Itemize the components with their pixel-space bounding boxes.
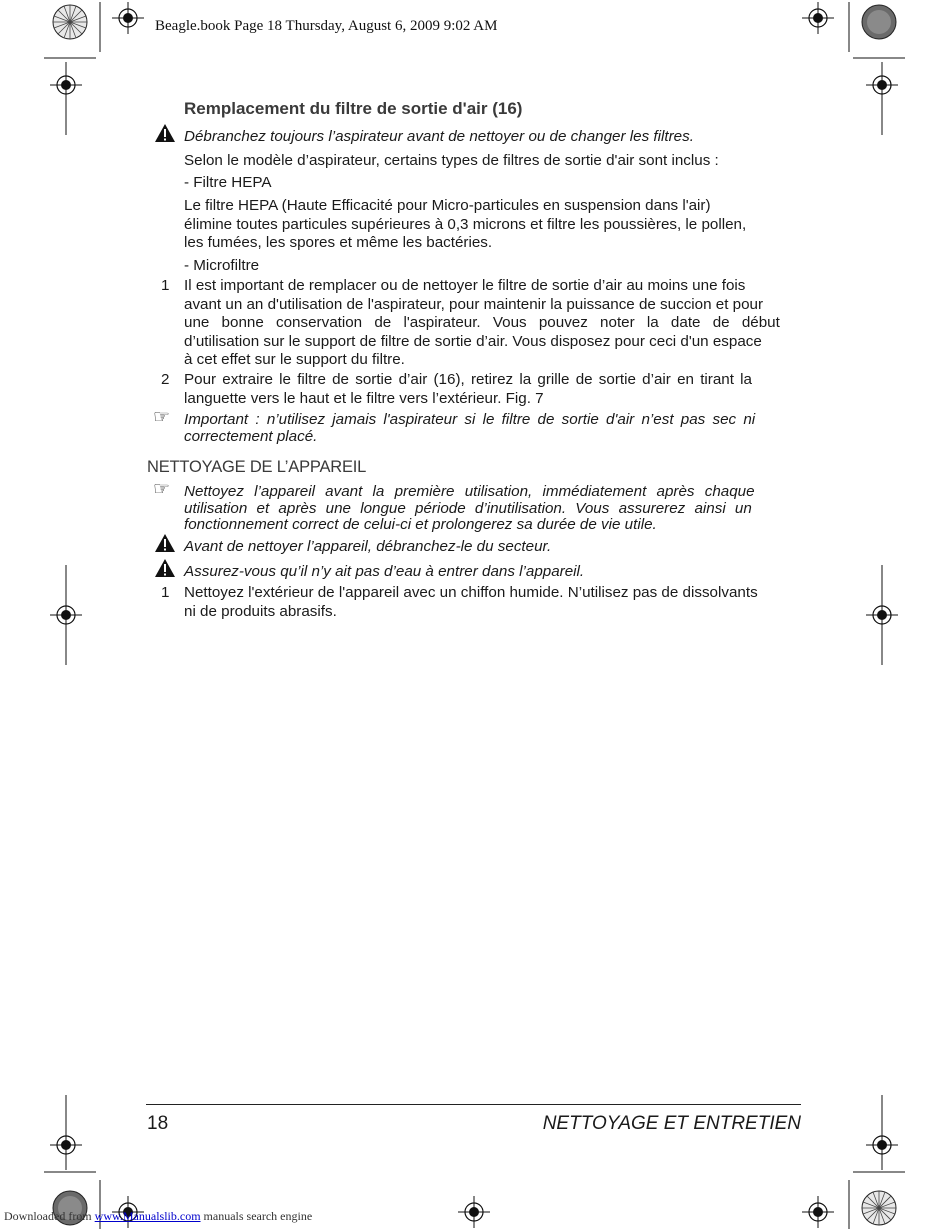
- cleaning-note-line: fonctionnement correct de celui-ci et prolongerez sa durée de vie utile.: [184, 516, 657, 533]
- manualslib-link[interactable]: www.Manualslib.com: [94, 1209, 201, 1223]
- bottom-right-sunburst-icon: [862, 1191, 896, 1225]
- hepa-line: Le filtre HEPA (Haute Efficacité pour Micro-particules en suspension dans l'air): [184, 197, 711, 214]
- warning-triangle-icon: [154, 123, 176, 143]
- download-note: [4, 1209, 312, 1224]
- cleaning-note-line: Nettoyez l’appareil avant la première utilisation, immédiatement après chaque: [184, 483, 755, 500]
- warning-unplug: Avant de nettoyer l’appareil, débranchez-le du secteur.: [184, 538, 552, 555]
- cleaning-note-line: utilisation et après une longue période d’inutilisation. Vous assurerez ainsi un: [184, 499, 752, 517]
- cleaning-step-line: ni de produits abrasifs.: [184, 602, 337, 620]
- download-note-prefix: Downloaded from: [4, 1209, 95, 1223]
- page-number: 18: [147, 1113, 169, 1134]
- bullet-microfiltre: - Microfiltre: [184, 257, 260, 274]
- hepa-line: les fumées, les spores et même les bactéries.: [184, 234, 493, 251]
- section-title: Remplacement du filtre de sortie d'air (16): [184, 99, 523, 118]
- step1-line: Il est important de remplacer ou de nettoyer le filtre de sortie d’air au moins une fois: [184, 277, 746, 294]
- step2-line: Pour extraire le filtre de sortie d’air (16), retirez la grille de sortie d’air en tirant la: [184, 371, 753, 388]
- hepa-line: élimine toutes particules supérieures à 0,3 microns et filtre les poussières, le pollen,: [184, 215, 747, 233]
- registration-mark-icon: [802, 2, 834, 34]
- important-line: Important : n’utilisez jamais l'aspirateur si le filtre de sortie d'air n’est pas sec ni: [184, 411, 756, 428]
- registration-mark-icon: [802, 1196, 834, 1228]
- footer-rule: [146, 1104, 801, 1105]
- warning-water: Assurez-vous qu’il n’y ait pas d’eau à entrer dans l’appareil.: [184, 563, 585, 580]
- print-header: Beagle.book Page 18 Thursday, August 6, 2009 9:02 AM: [155, 18, 498, 34]
- chapter-title: NETTOYAGE DE L’APPAREIL: [147, 458, 367, 476]
- registration-mark-icon: [112, 2, 144, 34]
- pointing-hand-icon: ☞: [153, 479, 171, 500]
- pointing-hand-icon: ☞: [153, 407, 171, 428]
- step1-line: avant un an d'utilisation de l'aspirateur, pour maintenir la puissance de succion et pour: [184, 295, 764, 313]
- bullet-hepa: - Filtre HEPA: [184, 174, 272, 191]
- step2-line: languette vers le haut et le filtre vers l’extérieur. Fig. 7: [184, 389, 544, 407]
- step-number: 2: [161, 371, 170, 388]
- warning-triangle-icon: [154, 533, 176, 553]
- step-number: 1: [161, 277, 170, 294]
- step1-line: à cet effet sur le support du filtre.: [184, 351, 405, 368]
- step-number: 1: [161, 584, 170, 601]
- registration-mark-icon: [458, 1196, 490, 1228]
- warning-triangle-icon: [154, 558, 176, 578]
- download-note-suffix: manuals search engine: [200, 1209, 313, 1223]
- top-left-sunburst-icon: [53, 5, 87, 39]
- warning-unplug-filters: Débranchez toujours l’aspirateur avant de nettoyer ou de changer les filtres.: [184, 128, 694, 145]
- cleaning-step-line: Nettoyez l'extérieur de l'appareil avec un chiffon humide. N’utilisez pas de dissolvants: [184, 584, 758, 601]
- step1-line: une bonne conservation de l'aspirateur. Vous pouvez noter la date de début: [184, 314, 780, 331]
- intro-text: Selon le modèle d’aspirateur, certains types de filtres de sortie d'air sont inclus :: [184, 152, 719, 169]
- step1-line: d’utilisation sur le support de filtre de sortie d’air. Vous disposez pour ceci d'un espace: [184, 332, 762, 350]
- footer-chapter-name: NETTOYAGE ET ENTRETIEN: [542, 1113, 801, 1134]
- important-line: correctement placé.: [184, 428, 318, 445]
- top-right-gray-disc-icon: [862, 5, 896, 39]
